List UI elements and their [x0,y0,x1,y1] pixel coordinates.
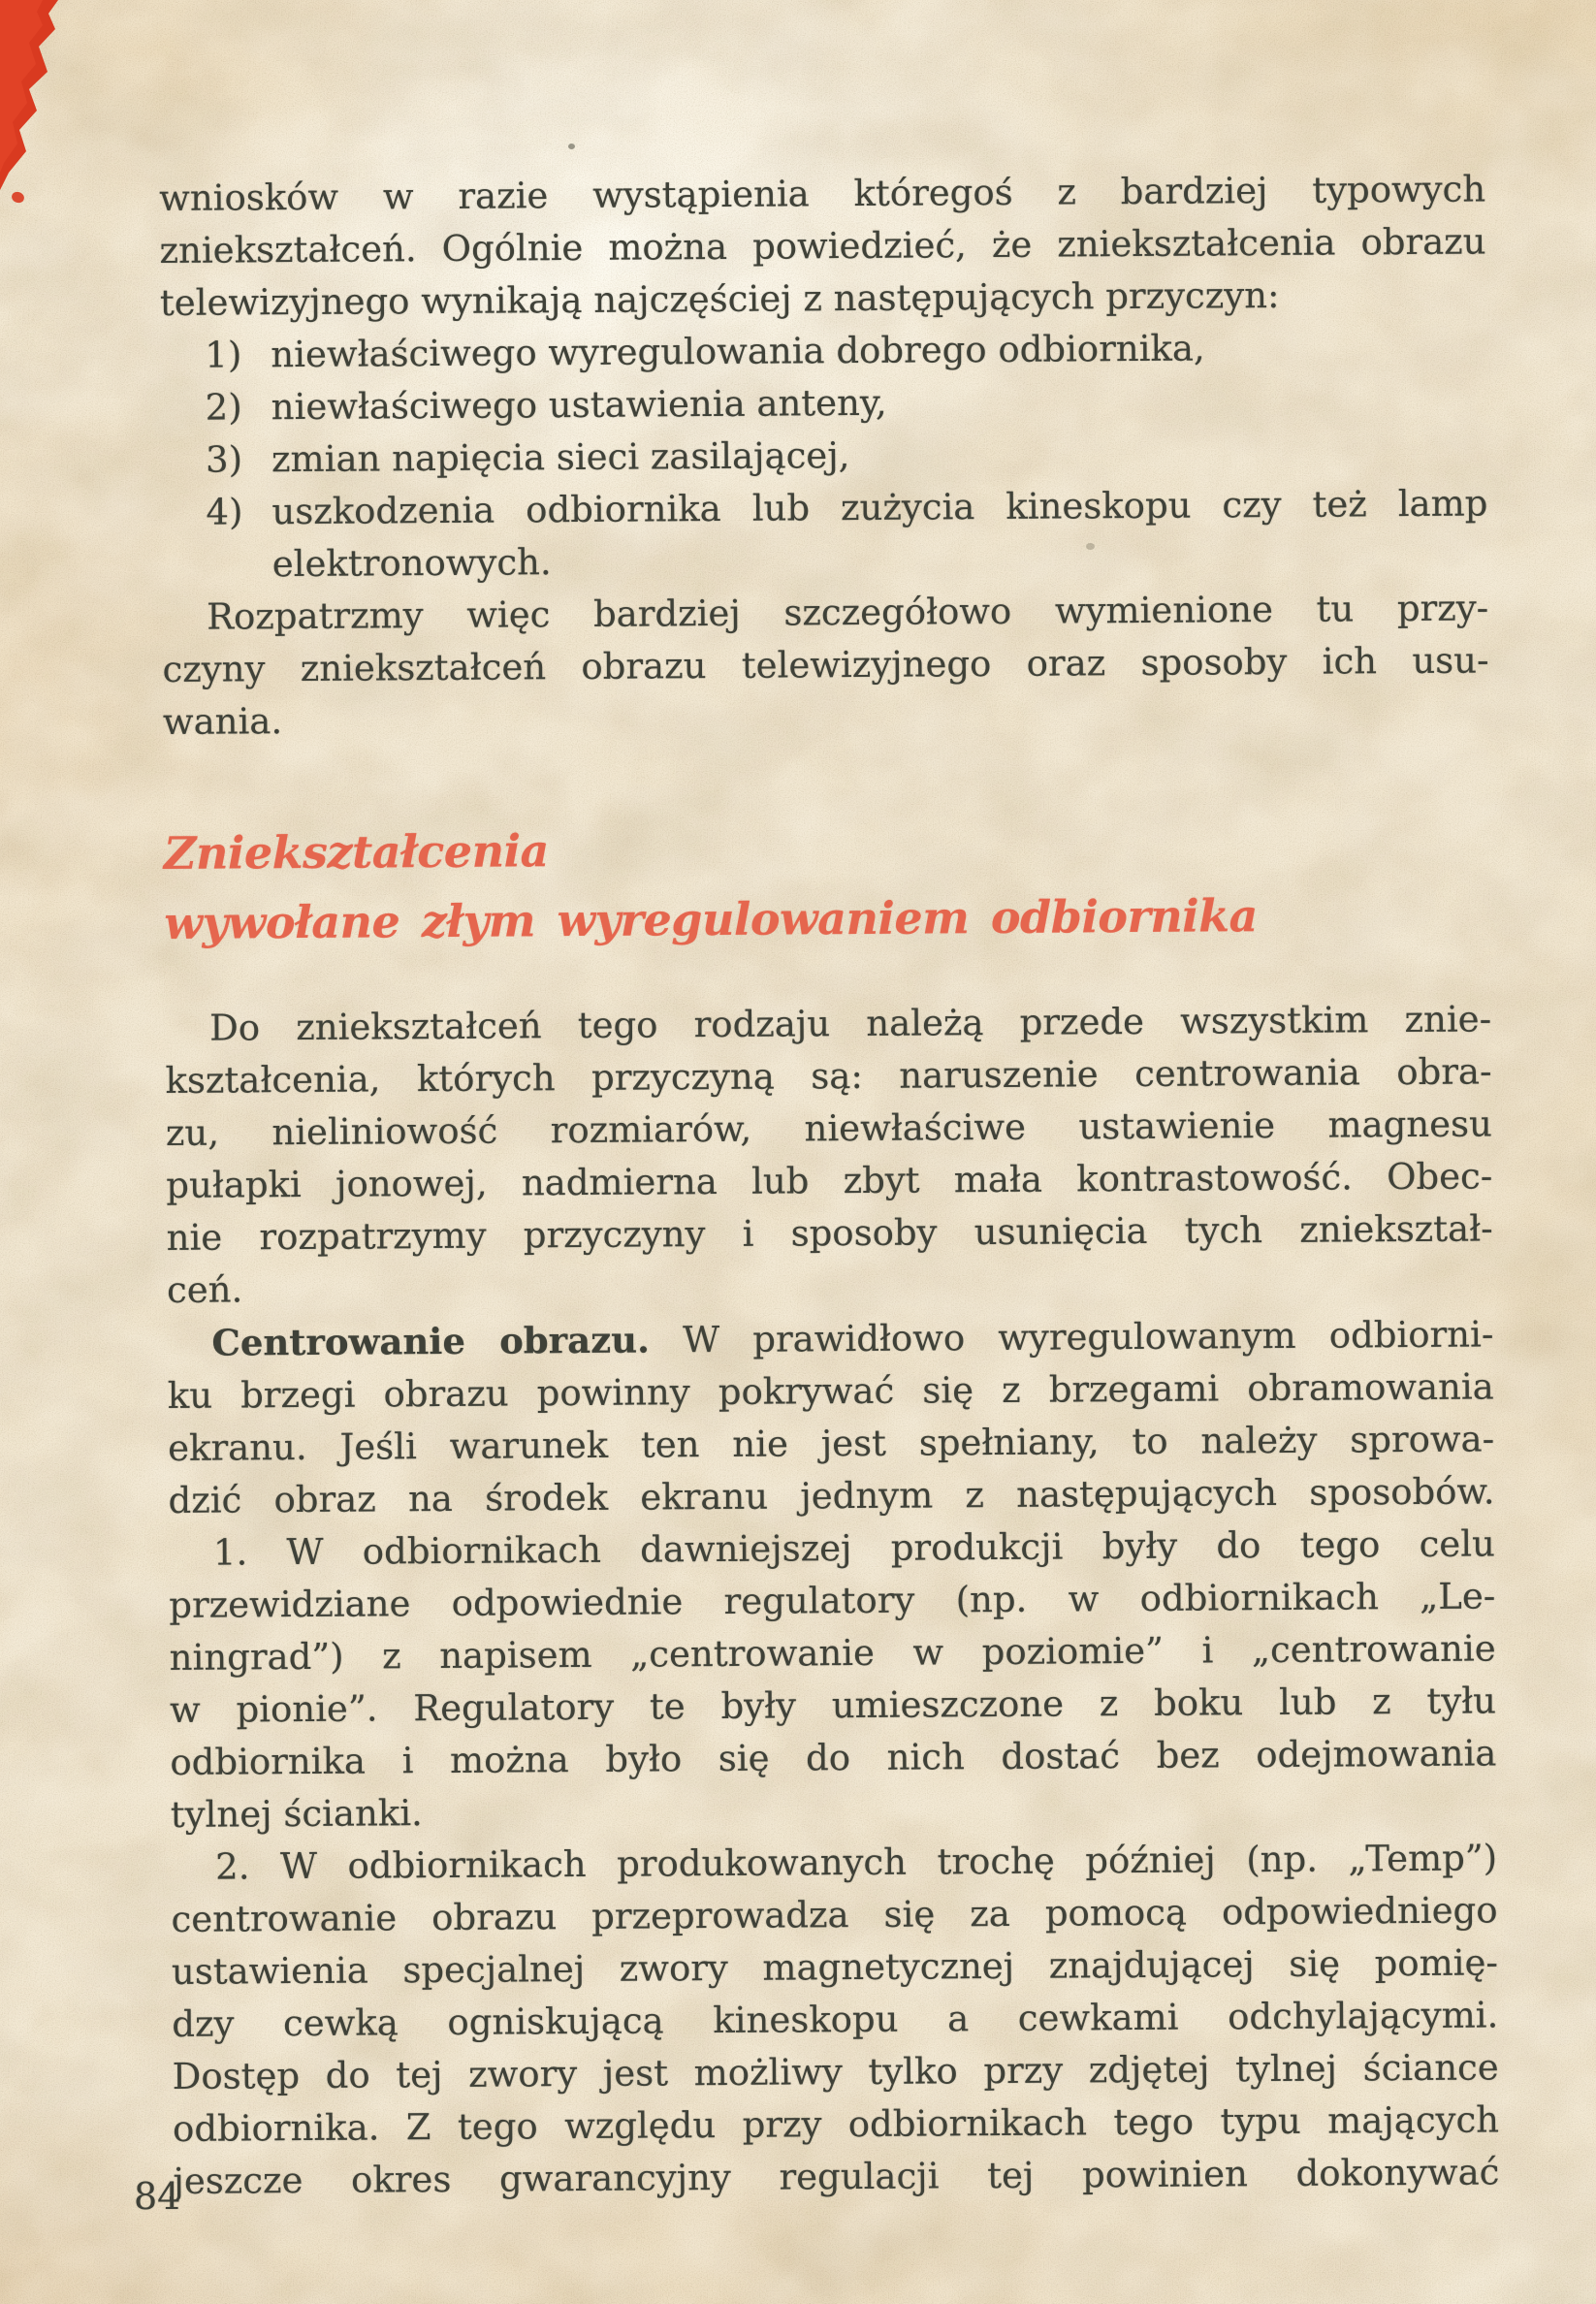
text-line: telewizyjnego wynikają najczęściej z następujących przyczyn: [159,273,1280,324]
text-line: 2. W odbiornikach produkowanych trochę później (np. „Temp”) [215,1837,1498,1888]
paragraph [165,993,1493,1317]
text-line: 1. W odbiornikach dawniejszej produkcji były do tego celu [212,1522,1496,1574]
red-corner-torn-paper [0,0,68,194]
text-line: ku brzegi obrazu powinny pokrywać się z brzegami obramowania [167,1365,1494,1417]
text-line: Centrowanie obrazu. W prawidłowo wyregulowanym odbiorni- [211,1313,1494,1364]
text-line: wania. [162,700,283,743]
text-line: 4) uszkodzenia odbiornika lub zużycia kineskopu czy też lamp [271,477,1487,538]
section-heading-line: Zniekształcenia [163,824,550,880]
text-block [159,163,1500,2207]
page-number: 84 [134,2175,181,2218]
text-line: 1) niewłaściwego wyregulowania dobrego odbiornika, [271,320,1486,381]
paragraph [171,1832,1500,2208]
list-item [160,320,1486,382]
text-line: pułapki jonowej, nadmierna lub zbyt mała kontrastowość. Obec- [166,1155,1493,1206]
text-line: ceń. [166,1268,243,1311]
text-line: zu, nieliniowość rozmiarów, niewłaściwe ustawienie magnesu [165,1103,1493,1154]
text-line: kształcenia, których przyczyną są: naruszenie centrowania obra- [165,1050,1492,1102]
text-line: tylnej ścianki. [170,1792,423,1836]
list-marker: 4) [206,491,243,533]
text-line: odbiornika i można było się do nich dostać bez odejmowania [170,1732,1497,1783]
text-line: elektronowych. [271,541,552,586]
text-line: ustawienia specjalnej zwory magnetycznej znajdującej się pomię- [171,1941,1499,1993]
text-line: wniosków w razie wystąpienia któregoś z bardziej typowych [159,168,1486,219]
list-item [161,372,1487,434]
text-line: zniekształceń. Ogólnie można powiedzieć, że zniekształcenia obrazu [159,220,1486,272]
text-line: jeszcze okres gwarancyjny regulacji tej powinien dokonywać [173,2151,1500,2202]
list-item [161,425,1487,487]
text-line: przewidziane odpowiednie regulatory (np. w odbiornikach „Le- [169,1575,1496,1626]
text-line: ekranu. Jeśli warunek ten nie jest spełniany, to należy sprowa- [168,1418,1495,1469]
paragraph [159,163,1486,330]
list-marker: 1) [205,334,242,376]
text-line: dzy cewką ogniskującą kineskopu a cewkami odchylającymi. [172,1994,1499,2045]
text-line: czyny zniekształceń obrazu telewizyjnego oraz sposoby ich usu- [162,639,1489,690]
text-line: 3) zmian napięcia sieci zasilającej, [271,425,1487,486]
text-line: Do zniekształceń tego rodzaju należą przede wszystkim znie- [209,998,1492,1049]
text-line: odbiornika. Z tego względu przy odbiornikach tego typu mających [172,2098,1500,2150]
text-line: Dostęp do tej zwory jest możliwy tylko przy zdjętej tylnej ściance [172,2046,1499,2097]
list-marker: 2) [205,386,242,429]
text-line: Rozpatrzmy więc bardziej szczegółowo wymienione tu przy- [207,587,1489,638]
text-line: ningrad”) z napisem „centrowanie w poziomie” i „centrowanie [169,1627,1496,1679]
list-item [161,477,1488,592]
section-heading-line: wywołane złym wyregulowaniem odbiornika [164,889,1259,949]
list-marker: 3) [205,438,243,481]
paragraph [169,1518,1497,1841]
text-line: nie rozpatrzymy przyczyny i sposoby usunięcia tych zniekształ- [166,1207,1493,1259]
paragraph [167,1307,1494,1527]
ink-speck [568,144,575,149]
text-line: w pionie”. Regulatory te były umieszczone z boku lub z tyłu [169,1680,1497,1731]
paragraph [162,582,1489,749]
bold-lead: Centrowanie obrazu. [211,1318,651,1364]
text-line: centrowanie obrazu przeprowadza się za pomocą odpowiedniego [171,1889,1498,1940]
section-heading [164,809,1491,958]
text-line: 2) niewłaściwego ustawienia anteny, [271,372,1487,433]
text-line: dzić obraz na środek ekranu jednym z następujących sposobów. [168,1470,1495,1521]
